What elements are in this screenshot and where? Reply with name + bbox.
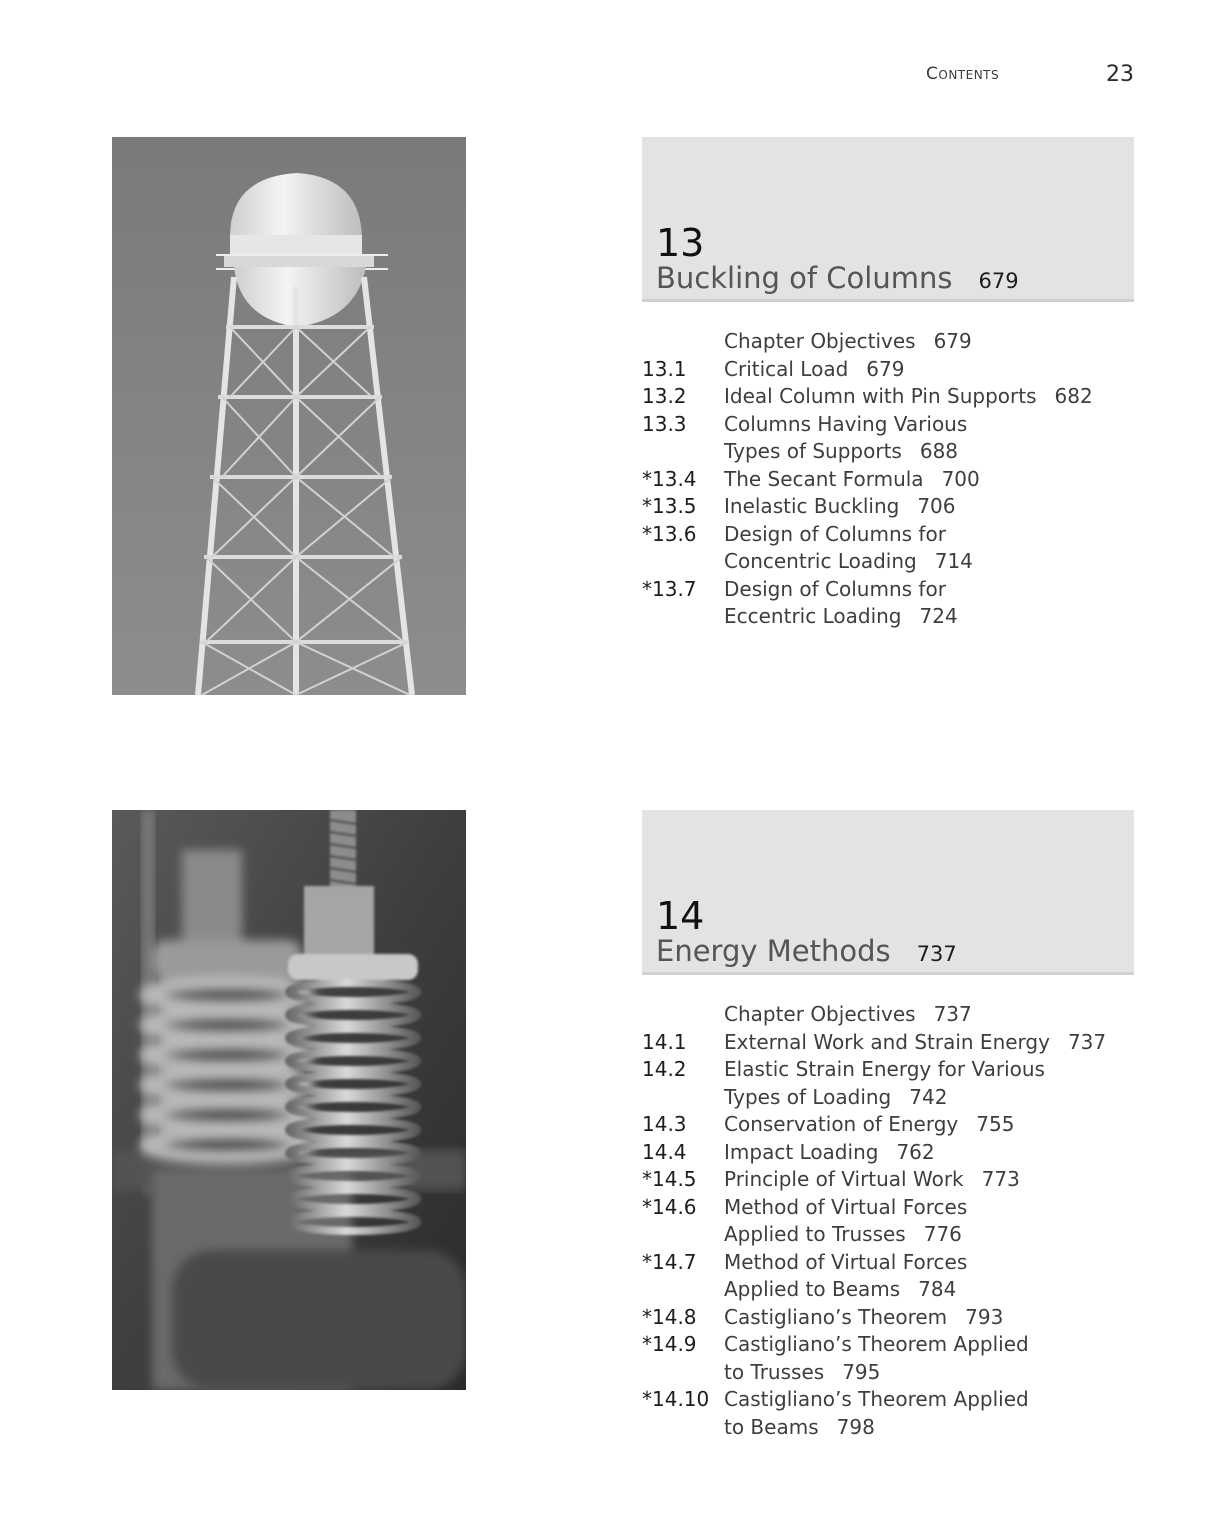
chapter-title-text: Buckling of Columns — [656, 261, 953, 295]
toc-entry[interactable] — [642, 493, 1202, 521]
section-page: 688 — [919, 439, 959, 463]
section-title: Design of Columns for — [724, 521, 946, 546]
toc-entry[interactable] — [642, 328, 1202, 356]
chapter-page: 679 — [978, 269, 1019, 293]
toc-entry[interactable] — [642, 576, 1202, 631]
section-number: 14.2 — [642, 1057, 687, 1081]
section-title-cont: Types of Loading — [724, 1084, 892, 1109]
toc-entry[interactable] — [642, 521, 1202, 576]
toc-entry[interactable] — [642, 1331, 1202, 1386]
section-number: *14.8 — [642, 1304, 697, 1329]
section-title-cont: Concentric Loading — [724, 549, 917, 573]
section-number: *13.4 — [642, 466, 697, 491]
section-title: Design of Columns for — [724, 576, 946, 601]
section-title-cont: to Beams — [724, 1414, 819, 1439]
running-head: Contents — [926, 64, 1000, 84]
toc-entry[interactable] — [642, 1139, 1202, 1167]
section-title: Method of Virtual Forces — [724, 1249, 968, 1274]
section-page: 776 — [923, 1222, 962, 1246]
toc-entry[interactable] — [642, 466, 1202, 494]
banner-underline — [642, 299, 1134, 302]
banner-underline — [642, 972, 1134, 975]
toc-entry[interactable] — [642, 1304, 1202, 1332]
toc-entry[interactable] — [642, 1194, 1202, 1249]
section-title-cont: Eccentric Loading — [724, 604, 902, 628]
toc-entry[interactable] — [642, 383, 1202, 411]
section-number: 13.1 — [642, 356, 687, 381]
section-page: 714 — [934, 549, 973, 573]
section-title: Ideal Column with Pin Supports — [724, 384, 1037, 408]
section-page: 737 — [933, 1002, 972, 1026]
section-title-cont: Applied to Trusses — [724, 1222, 906, 1246]
section-title: Elastic Strain Energy for Various — [724, 1057, 1045, 1081]
section-title-cont: to Trusses — [724, 1359, 825, 1384]
section-number: 13.2 — [642, 384, 687, 408]
chapter-13-toc — [642, 328, 1202, 631]
section-title: The Secant Formula — [724, 466, 924, 491]
section-page: 795 — [842, 1359, 881, 1384]
section-page: 700 — [941, 466, 980, 491]
chapter-14-toc — [642, 1001, 1202, 1441]
chapter-page: 737 — [916, 942, 957, 966]
section-number: *14.7 — [642, 1249, 697, 1274]
section-title: External Work and Strain Energy — [724, 1029, 1050, 1054]
section-number: *13.6 — [642, 521, 697, 546]
toc-entry[interactable] — [642, 1056, 1202, 1111]
section-number: 14.4 — [642, 1139, 687, 1164]
toc-entry[interactable] — [642, 1166, 1202, 1194]
section-title: Castigliano’s Theorem Applied — [724, 1332, 1029, 1356]
section-number: *14.5 — [642, 1167, 697, 1191]
chapter-number: 14 — [656, 894, 705, 938]
toc-entry[interactable] — [642, 356, 1202, 384]
section-title: Chapter Objectives — [724, 329, 916, 353]
chapter-title — [656, 261, 1019, 295]
section-number: 14.1 — [642, 1029, 687, 1054]
section-page: 737 — [1067, 1029, 1107, 1054]
water-tower-photo — [112, 137, 466, 695]
toc-entry[interactable] — [642, 1386, 1202, 1441]
section-page: 679 — [933, 329, 972, 353]
section-page: 724 — [919, 604, 958, 628]
section-title: Method of Virtual Forces — [724, 1194, 968, 1219]
section-page: 755 — [976, 1112, 1015, 1136]
coil-springs-photo — [112, 810, 466, 1390]
section-title: Castigliano’s Theorem Applied — [724, 1387, 1029, 1411]
toc-entry[interactable] — [642, 1001, 1202, 1029]
section-page: 682 — [1054, 384, 1093, 408]
page-number: 23 — [1106, 62, 1134, 87]
chapter-title-text: Energy Methods — [656, 934, 891, 968]
section-number: *13.5 — [642, 494, 697, 518]
section-page: 679 — [866, 356, 905, 381]
section-title: Impact Loading — [724, 1139, 879, 1164]
chapter-title — [656, 934, 957, 968]
section-number: *14.9 — [642, 1332, 697, 1356]
section-page: 773 — [981, 1167, 1020, 1191]
toc-entry[interactable] — [642, 1249, 1202, 1304]
section-page: 784 — [918, 1277, 957, 1301]
section-title: Principle of Virtual Work — [724, 1167, 964, 1191]
section-page: 793 — [965, 1304, 1004, 1329]
section-title-cont: Types of Supports — [724, 439, 902, 463]
section-number: *14.10 — [642, 1387, 710, 1411]
toc-entry[interactable] — [642, 411, 1202, 466]
chapter-14-banner — [642, 810, 1134, 975]
toc-entry[interactable] — [642, 1111, 1202, 1139]
section-number: *13.7 — [642, 576, 697, 601]
chapter-number: 13 — [656, 221, 705, 265]
section-number: *14.6 — [642, 1194, 697, 1219]
chapter-13-banner — [642, 137, 1134, 302]
section-page: 762 — [896, 1139, 935, 1164]
section-title-cont: Applied to Beams — [724, 1277, 901, 1301]
section-title: Critical Load — [724, 356, 849, 381]
toc-entry[interactable] — [642, 1029, 1202, 1057]
section-number: 13.3 — [642, 411, 687, 436]
section-title: Chapter Objectives — [724, 1002, 916, 1026]
section-number: 14.3 — [642, 1112, 687, 1136]
section-page: 798 — [836, 1414, 875, 1439]
section-page: 742 — [909, 1084, 948, 1109]
section-title: Castigliano’s Theorem — [724, 1304, 948, 1329]
section-title: Inelastic Buckling — [724, 494, 900, 518]
section-title: Columns Having Various — [724, 411, 968, 436]
section-page: 706 — [917, 494, 956, 518]
section-title: Conservation of Energy — [724, 1112, 959, 1136]
